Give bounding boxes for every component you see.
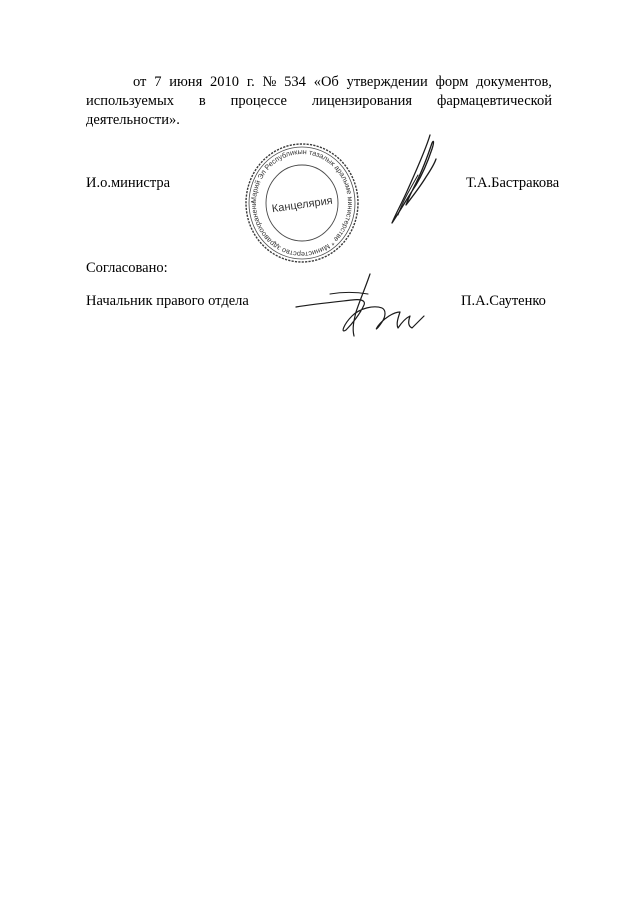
signature-approver-graphic xyxy=(294,272,426,342)
approver-title: Начальник правого отдела xyxy=(86,293,249,309)
paragraph-line-1-word: форм xyxy=(435,74,469,90)
body-paragraph xyxy=(86,73,552,130)
paragraph-line-1-word: от xyxy=(133,74,147,90)
paragraph-line-1 xyxy=(86,73,552,92)
paragraph-line-2-word: в xyxy=(198,93,206,109)
paragraph-line-1-word: г. xyxy=(246,74,255,90)
paragraph-line-1-word: 7 xyxy=(154,74,162,90)
paragraph-line-2-word: процессе xyxy=(230,93,287,109)
paragraph-line-3: деятельности». xyxy=(86,112,180,128)
paragraph-line-2 xyxy=(86,92,552,111)
signature-minister-graphic xyxy=(386,131,442,227)
signatory-name: Т.А.Бастракова xyxy=(466,175,560,191)
paragraph-line-1-word: 534 xyxy=(284,74,306,90)
seal-graphic xyxy=(243,141,361,265)
seal-center-text: Канцелярия xyxy=(271,194,334,216)
signature-approver xyxy=(294,272,426,342)
paragraph-line-1-word: 2010 xyxy=(210,74,240,90)
official-seal xyxy=(243,141,361,265)
paragraph-line-1-word: июня xyxy=(169,74,203,90)
paragraph-line-2-word: используемых xyxy=(86,93,174,109)
approver-name: П.А.Саутенко xyxy=(461,293,546,309)
paragraph-line-1-word: утверждении xyxy=(346,74,428,90)
signature-minister xyxy=(386,131,442,227)
signatory-title: И.о.министра xyxy=(86,175,171,191)
paragraph-line-1-word: № xyxy=(262,74,277,90)
paragraph-line-1-word: «Об xyxy=(313,74,339,90)
paragraph-line-2-word: фармацевтической xyxy=(436,93,552,109)
paragraph-line-1-word: документов, xyxy=(476,74,552,90)
approved-label: Согласовано: xyxy=(86,260,168,276)
seal-ring-text: Марий Эл Республикын тазалык аралыме министерстве * Министерство здравоохранени xyxy=(248,146,356,260)
paragraph-line-2-word: лицензирования xyxy=(311,93,413,109)
